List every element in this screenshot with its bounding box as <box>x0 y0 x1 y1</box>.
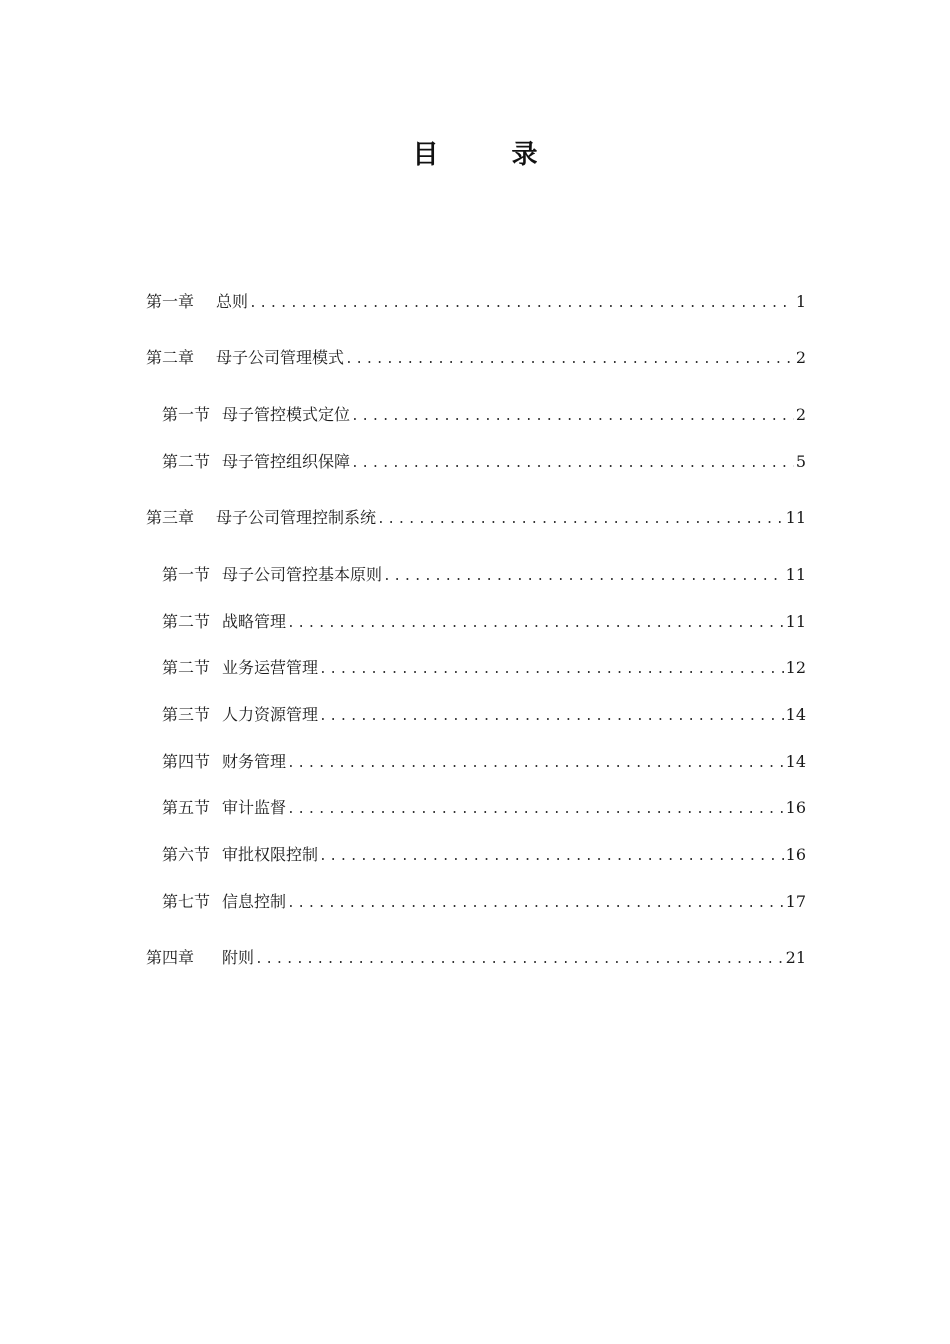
toc-entry-page-number: 1 <box>795 292 806 311</box>
toc-entry-title: 母子管控组织保障 <box>222 452 351 471</box>
toc-entry-title: 审批权限控制 <box>222 845 319 864</box>
toc-entry-chapter[interactable] <box>146 947 806 971</box>
toc-entry-page-number: 16 <box>785 798 806 817</box>
toc-entry-title: 业务运营管理 <box>222 658 319 677</box>
toc-dot-leader <box>319 659 784 681</box>
toc-dot-leader <box>287 893 784 915</box>
toc-entry-page-number: 14 <box>785 705 806 724</box>
toc-entry-title: 战略管理 <box>222 612 287 631</box>
toc-entry-label: 第一节 <box>162 405 211 424</box>
toc-entry-title: 总则 <box>216 292 249 311</box>
toc-entry-section[interactable] <box>162 844 806 868</box>
toc-entry-page-number: 21 <box>785 948 806 967</box>
toc-dot-leader <box>351 406 794 428</box>
toc-entry-page-number: 12 <box>785 658 806 677</box>
toc-dot-leader <box>287 613 784 635</box>
toc-entry-page-number: 11 <box>785 565 806 584</box>
toc-entry-label: 第一章 <box>146 292 195 311</box>
toc-entry-section[interactable] <box>162 611 806 635</box>
toc-dot-leader <box>255 949 784 971</box>
toc-entry-label: 第一节 <box>162 565 211 584</box>
toc-dot-leader <box>345 349 794 371</box>
toc-entry-label: 第五节 <box>162 798 211 817</box>
toc-entry-label: 第三节 <box>162 705 211 724</box>
toc-entry-title: 审计监督 <box>222 798 287 817</box>
toc-dot-leader <box>287 753 784 775</box>
toc-entry-section[interactable] <box>162 797 806 821</box>
toc-entry-label: 第四章 <box>146 948 195 967</box>
toc-entry-section[interactable] <box>162 704 806 728</box>
toc-dot-leader <box>249 293 794 315</box>
toc-entry-page-number: 2 <box>795 405 806 424</box>
toc-entry-label: 第二章 <box>146 348 195 367</box>
toc-entry-chapter[interactable] <box>146 347 806 371</box>
toc-entry-page-number: 2 <box>795 348 806 367</box>
toc-entry-page-number: 16 <box>785 845 806 864</box>
toc-entry-page-number: 11 <box>785 508 806 527</box>
toc-entry-title: 母子公司管理模式 <box>216 348 345 367</box>
toc-entry-title: 人力资源管理 <box>222 705 319 724</box>
toc-dot-leader <box>287 799 784 821</box>
toc-entry-title: 母子管控模式定位 <box>222 405 351 424</box>
toc-entry-page-number: 17 <box>785 892 806 911</box>
toc-entry-section[interactable] <box>162 564 806 588</box>
toc-entry-chapter[interactable] <box>146 507 806 531</box>
toc-entry-title: 母子公司管理控制系统 <box>216 508 377 527</box>
toc-entry-title: 财务管理 <box>222 752 287 771</box>
toc-entry-page-number: 5 <box>795 452 806 471</box>
toc-entry-title: 信息控制 <box>222 892 287 911</box>
toc-entry-section[interactable] <box>162 451 806 475</box>
toc-entry-label: 第六节 <box>162 845 211 864</box>
toc-entry-section[interactable] <box>162 404 806 428</box>
toc-dot-leader <box>351 453 794 475</box>
toc-entry-section[interactable] <box>162 657 806 681</box>
toc-entry-label: 第二节 <box>162 452 211 471</box>
toc-dot-leader <box>383 566 784 588</box>
toc-entry-page-number: 11 <box>785 612 806 631</box>
toc-entry-section[interactable] <box>162 891 806 915</box>
toc-entry-page-number: 14 <box>785 752 806 771</box>
toc-entry-label: 第四节 <box>162 752 211 771</box>
toc-entry-chapter[interactable] <box>146 291 806 315</box>
toc-entry-label: 第二节 <box>162 658 211 677</box>
toc-entry-label: 第二节 <box>162 612 211 631</box>
toc-entry-label: 第七节 <box>162 892 211 911</box>
toc-dot-leader <box>377 509 784 531</box>
toc-dot-leader <box>319 846 784 868</box>
page-title: 目 录 <box>412 140 570 170</box>
toc-entry-label: 第三章 <box>146 508 195 527</box>
toc-entry-title: 母子公司管控基本原则 <box>222 565 383 584</box>
toc-entry-title: 附则 <box>222 948 255 967</box>
toc-dot-leader <box>319 706 784 728</box>
toc-entry-section[interactable] <box>162 751 806 775</box>
